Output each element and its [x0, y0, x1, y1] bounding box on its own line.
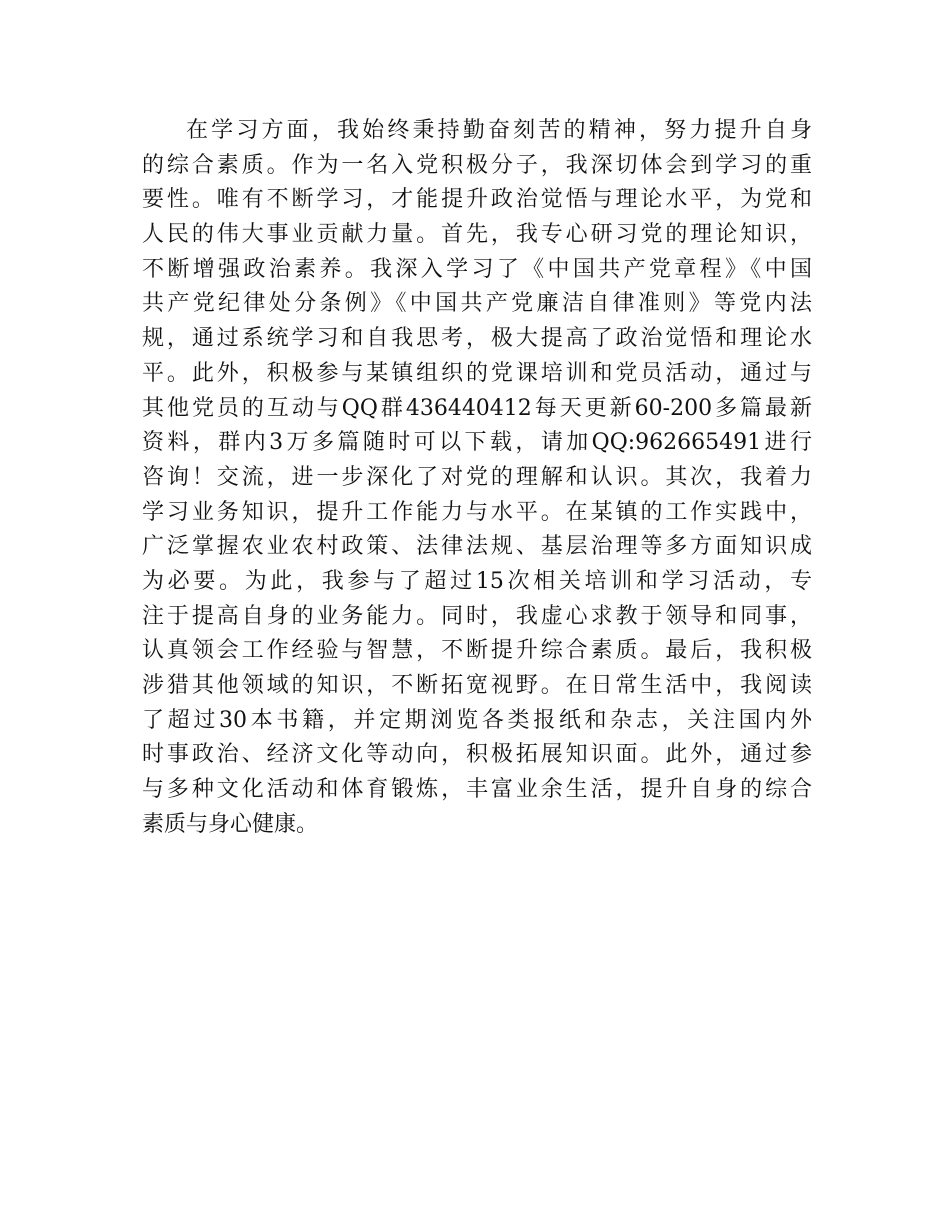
paragraph-line-7: 规，通过系统学习和自我思考，极大提高了政治觉悟和理论水 [142, 326, 812, 352]
paragraph-line-21: 素质与身心健康。 [142, 811, 319, 837]
paragraph-line-12: 学习业务知识，提升工作能力与水平。在某镇的工作实践中， [142, 499, 812, 525]
paragraph-line-17: 涉猎其他领域的知识，不断拓宽视野。在日常生活中，我阅读 [142, 673, 812, 698]
paragraph-line-9: 其他党员的互动与QQ群436440412每天更新60-200多篇最新 [142, 395, 812, 421]
paragraph-line-6: 共产党纪律处分条例》《中国共产党廉洁自律准则》等党内法 [142, 291, 812, 317]
paragraph-line-8: 平。此外，积极参与某镇组织的党课培训和党员活动，通过与 [142, 360, 812, 386]
paragraph-line-10: 资料，群内3万多篇随时可以下载，请加QQ:962665491进行 [142, 430, 812, 456]
paragraph-line-11: 咨询！交流，进一步深化了对党的理解和认识。其次，我着力 [142, 464, 812, 490]
paragraph-line-5: 不断增强政治素养。我深入学习了《中国共产党章程》《中国 [142, 256, 812, 282]
paragraph-line-20: 与多种文化活动和体育锻炼，丰富业余生活，提升自身的综合 [142, 777, 812, 803]
paragraph-line-19: 时事政治、经济文化等动向，积极拓展知识面。此外，通过参 [142, 742, 812, 768]
paragraph-line-2: 的综合素质。作为一名入党积极分子，我深切体会到学习的重 [142, 152, 812, 178]
paragraph-line-4: 人民的伟大事业贡献力量。首先，我专心研习党的理论知识， [142, 222, 812, 248]
paragraph-line-14: 为必要。为此，我参与了超过15次相关培训和学习活动，专 [142, 568, 812, 594]
paragraph-line-18: 了超过30本书籍，并定期浏览各类报纸和杂志，关注国内外 [142, 707, 812, 733]
paragraph-line-1: 在学习方面，我始终秉持勤奋刻苦的精神，努力提升自身 [186, 118, 812, 143]
paragraph-line-15: 注于提高自身的业务能力。同时，我虚心求教于领导和同事， [142, 603, 812, 629]
paragraph-line-13: 广泛掌握农业农村政策、法律法规、基层治理等多方面知识成 [142, 534, 812, 560]
body-paragraph [142, 114, 812, 842]
paragraph-line-16: 认真领会工作经验与智慧，不断提升综合素质。最后，我积极 [142, 638, 812, 664]
paragraph-line-3: 要性。唯有不断学习，才能提升政治觉悟与理论水平，为党和 [142, 187, 812, 213]
